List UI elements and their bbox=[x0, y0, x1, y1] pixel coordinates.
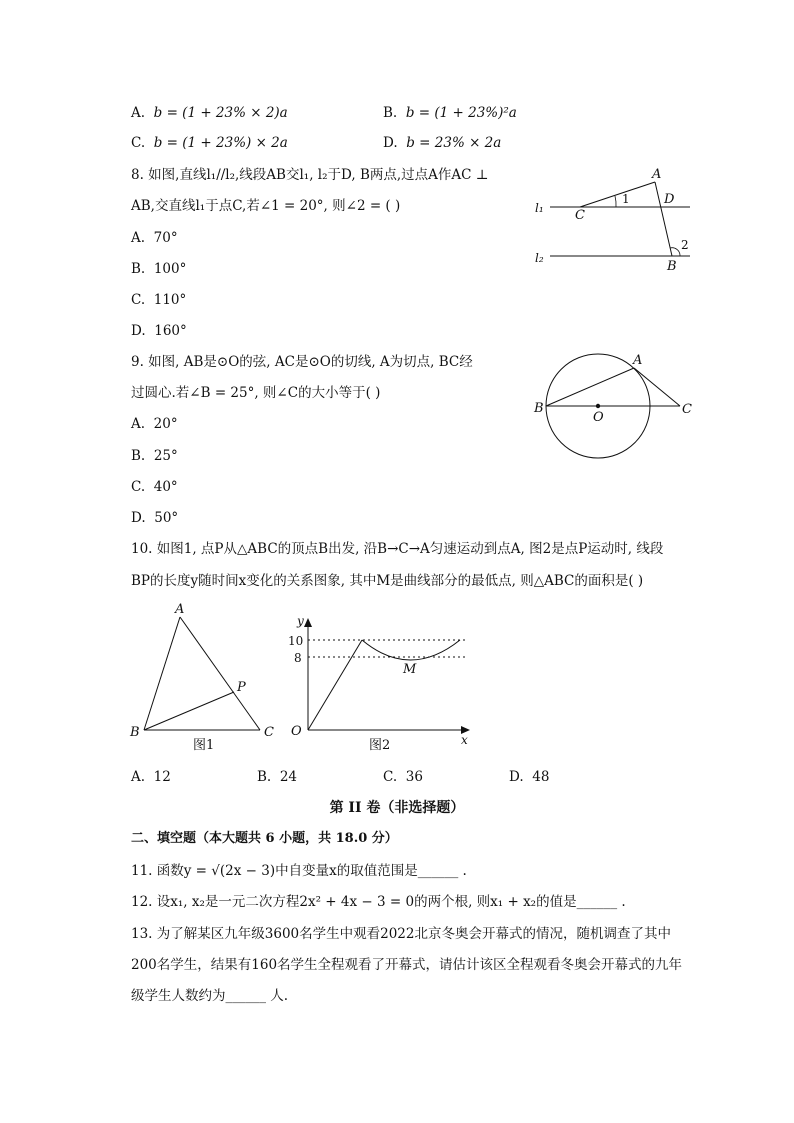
fig2-caption: 图2 bbox=[369, 738, 391, 753]
section-2-subtitle: 二、填空题（本大题共 6 小题，共 18.0 分） bbox=[131, 831, 398, 846]
label-l1: l₁ bbox=[535, 201, 544, 215]
label-l2: l₂ bbox=[535, 251, 544, 265]
q8-option-a: A. 70° bbox=[131, 230, 178, 246]
q9-option-a: A. 20° bbox=[131, 416, 178, 432]
label-b: B bbox=[534, 401, 544, 416]
q8-option-d: D. 160° bbox=[131, 323, 187, 339]
label-a: A bbox=[633, 353, 643, 368]
label-o: O bbox=[291, 724, 302, 739]
tick-8: 8 bbox=[294, 651, 302, 665]
label-o: O bbox=[593, 410, 604, 425]
graph-linear-part bbox=[308, 640, 362, 730]
label-a: A bbox=[652, 167, 662, 182]
section-2-title: 第 II 卷（非选择题） bbox=[329, 800, 465, 816]
q10-option-c: C. 36 bbox=[383, 769, 423, 785]
y-axis-arrow bbox=[304, 618, 312, 627]
fig1-caption: 图1 bbox=[193, 738, 215, 753]
q8-stem-line2: AB,交直线l₁于点C,若∠1 = 20°, 则∠2 = ( ) bbox=[131, 198, 401, 214]
q11-stem: 11. 函数y = √(2x − 3)中自变量x的取值范围是______ . bbox=[131, 863, 467, 879]
q9-stem-line1: 9. 如图, AB是⊙O的弦, AC是⊙O的切线, A为切点, BC经 bbox=[131, 354, 473, 370]
q8-option-b: B. 100° bbox=[131, 261, 187, 277]
q13-stem-line3: 级学生人数约为______ 人. bbox=[131, 988, 289, 1004]
q9-option-b: B. 25° bbox=[131, 448, 178, 464]
label-p: P bbox=[237, 680, 246, 695]
label-y: y bbox=[297, 614, 304, 628]
q13-stem-line1: 13. 为了解某区九年级3600名学生中观看2022北京冬奥会开幕式的情况，随机调查了其中 bbox=[131, 926, 671, 942]
q10-option-d: D. 48 bbox=[509, 769, 550, 785]
q10-stem-line2: BP的长度y随时间x变化的关系图象, 其中M是曲线部分的最低点, 则△ABC的面积是( ) bbox=[131, 573, 644, 589]
q10-stem-line1: 10. 如图1, 点P从△ABC的顶点B出发, 沿B→C→A匀速运动到点A, 图2是点P运动时, 线段 bbox=[131, 541, 664, 557]
q13-stem-line2: 200名学生，结果有160名学生全程观看了开幕式，请估计该区全程观看冬奥会开幕式的九年 bbox=[131, 957, 683, 973]
graph-curve-part bbox=[362, 640, 460, 660]
q10-option-a: A. 12 bbox=[131, 769, 171, 785]
q12-stem: 12. 设x₁, x₂是一元二次方程2x² + 4x − 3 = 0的两个根, 则x₁ + x₂的值是______ . bbox=[131, 894, 626, 910]
q9-stem-line2: 过圆心.若∠B = 25°, 则∠C的大小等于( ) bbox=[131, 385, 381, 401]
q10-option-b: B. 24 bbox=[257, 769, 297, 785]
label-a: A bbox=[175, 602, 185, 617]
label-m: M bbox=[403, 662, 417, 677]
q7-option-d: D. b = 23% × 2a bbox=[383, 135, 502, 151]
q7-option-c: C. b = (1 + 23%) × 2a bbox=[131, 135, 288, 151]
tick-10: 10 bbox=[288, 634, 304, 648]
label-angle-2: 2 bbox=[681, 238, 689, 252]
q7-option-a: A. b = (1 + 23% × 2)a bbox=[131, 105, 288, 121]
q8-stem-line1: 8. 如图,直线l₁//l₂,线段AB交l₁, l₂于D, B两点,过点A作AC ⊥ bbox=[131, 167, 489, 183]
label-b: B bbox=[130, 725, 140, 740]
q9-option-d: D. 50° bbox=[131, 510, 179, 526]
label-b: B bbox=[667, 259, 677, 274]
label-c: C bbox=[682, 402, 692, 417]
q8-option-c: C. 110° bbox=[131, 292, 187, 308]
q7-option-b: B. b = (1 + 23%)²a bbox=[383, 105, 517, 121]
label-d: D bbox=[664, 192, 675, 207]
label-angle-1: 1 bbox=[622, 192, 630, 206]
label-x: x bbox=[461, 733, 468, 747]
label-c: C bbox=[264, 725, 274, 740]
label-c: C bbox=[575, 208, 585, 223]
q9-option-c: C. 40° bbox=[131, 479, 178, 495]
